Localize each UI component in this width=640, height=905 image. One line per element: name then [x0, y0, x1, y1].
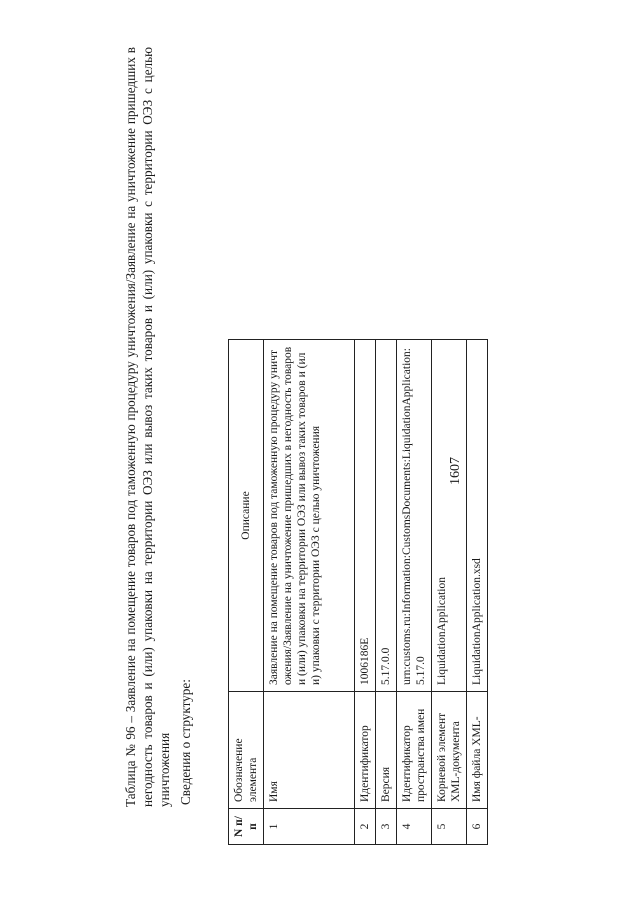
cell-element: Имя файла XML- [467, 692, 488, 809]
table-row [397, 340, 432, 845]
cell-element: Идентификатор пространства имен [397, 692, 432, 809]
cell-description: 1006186E [355, 340, 376, 692]
table-title: Таблица № 96 – Заявление на помещение товаров под таможенную процедуру уничтожения/Заявление на уничтожение пришедших в негодность товаров и (или) упаковки на территории ОЭЗ или вывоз таких товаров и (или) упаковки с территории ОЭЗ с целью уничтожения [123, 47, 172, 807]
cell-element: Корневой элемент XML-документа [432, 692, 467, 809]
table-row [432, 340, 467, 845]
page-number: 1607 [448, 457, 463, 485]
cell-description: urn:customs.ru:Information:CustomsDocuments:LiquidationApplication:5.17.0 [397, 340, 432, 692]
cell-num: 3 [376, 809, 397, 845]
cell-num: 1 [264, 809, 355, 845]
cell-description: 5.17.0.0 [376, 340, 397, 692]
cell-description: LiquidationApplication.xsd [467, 340, 488, 692]
cell-element: Версия [376, 692, 397, 809]
table-header-row [229, 340, 264, 845]
cell-description: Заявление на помещение товаров под таможенную процедуру уничтожения/Заявление на уничтожение пришедших в негодность товаров и (или) упаковки на территории ОЭЗ или вывоз таких товаров и (или) упаковки с территории ОЭЗ с целью уничтожения [264, 340, 355, 692]
table-row [376, 340, 397, 845]
cell-element: Имя [264, 692, 355, 809]
cell-num: 2 [355, 809, 376, 845]
table-row [467, 340, 488, 845]
cell-num: 6 [467, 809, 488, 845]
cell-description: LiquidationApplication [432, 340, 467, 692]
structure-heading: Сведения о структуре: [178, 679, 193, 805]
cell-num: 4 [397, 809, 432, 845]
cell-element: Идентификатор [355, 692, 376, 809]
table-row [355, 340, 376, 845]
cell-num: 5 [432, 809, 467, 845]
header-description: Описание [229, 340, 264, 692]
header-element: Обозначение элемента [229, 692, 264, 809]
structure-table [228, 339, 488, 845]
header-num: N п/п [229, 809, 264, 845]
table-row [264, 340, 355, 845]
